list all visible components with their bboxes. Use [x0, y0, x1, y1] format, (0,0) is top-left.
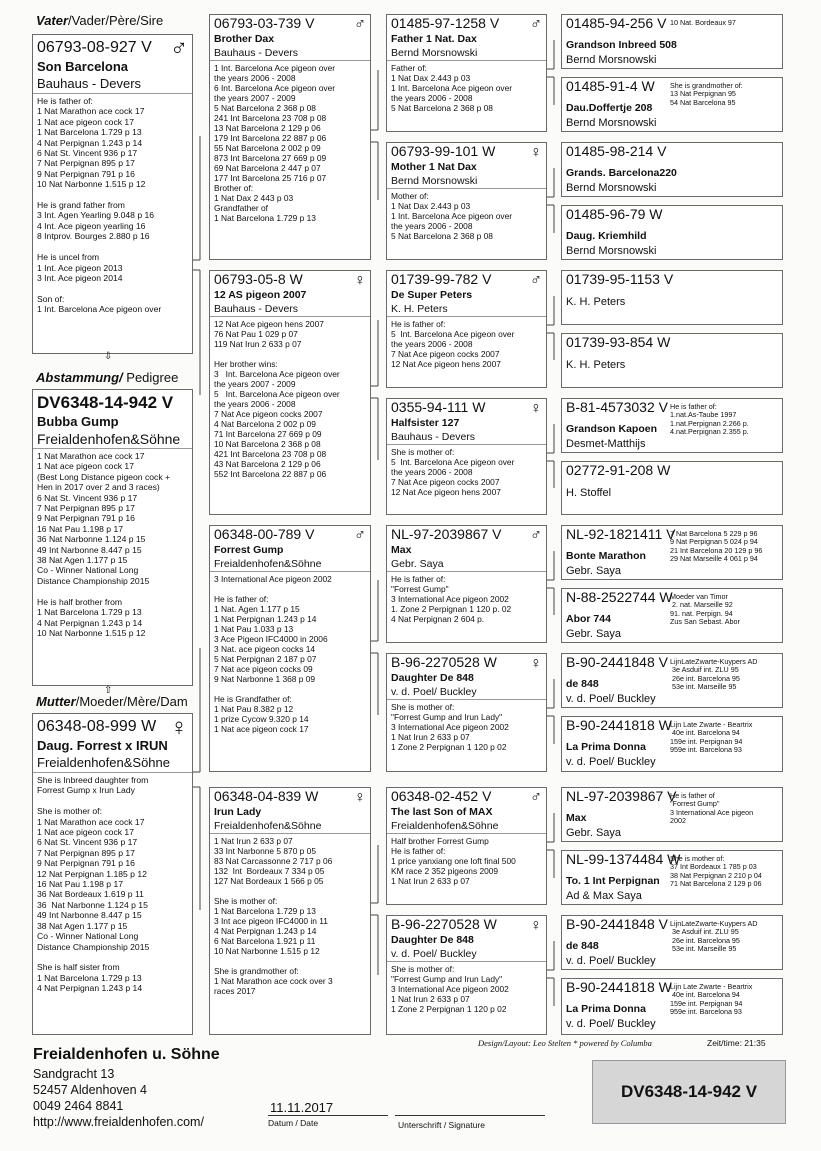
gggp-card-4 — [561, 205, 783, 260]
ggp-card-5 — [386, 525, 547, 643]
gggp-owner: Bernd Morsnowski — [566, 54, 657, 66]
gggp-name: Grandson Kapoen — [566, 423, 658, 435]
ggp-card-6 — [386, 653, 547, 772]
grandparent-owner: Freialdenhofen&Söhne — [210, 819, 370, 834]
gggp-ring-number: B-81-4573032 V — [566, 399, 668, 415]
ggp-ring-number: 01739-99-782 V — [391, 271, 492, 287]
ggp-owner: Bauhaus - Devers — [387, 430, 546, 445]
grandparent-performance: 1 Int. Barcelona Ace pigeon over the years 2006 - 2008 6 Int. Barcelona Ace pigeon over the years 2007 - 2009 5 Nat Barcelona 2 368 p 08 241 Int Barcelona 23 708 p 08 13 Nat Barcelona 2 129 p 06 179 Int Barcelona 22 887 p 06 55 Nat Barcelona 2 002 p 09 873 Int Barcelona 27 669 p 09 69 Nat Barcelona 2 447 p 07 177 Int Barcelona 25 716 p 07 Brother of: 1 Nat Dax 2 443 p 03 Grandfather of 1 Nat Barcelona 1.729 p 13 — [214, 63, 336, 223]
grandparent-owner: Bauhaus - Devers — [210, 46, 370, 61]
gggp-name: Daug. Kriemhild — [566, 230, 647, 242]
grandparent-owner: Freialdenhofen&Söhne — [210, 557, 370, 572]
design-credit: Design/Layout: Leo Stelten * powered by Columba — [478, 1038, 652, 1048]
gggp-card-2 — [561, 77, 783, 132]
ggp-ring-number: 06793-99-101 W — [391, 143, 496, 159]
gggp-ring-number: 02772-91-208 W — [566, 462, 671, 478]
gggp-note: LijnLateZwarte-Kuypers AD 3e Asduif int. ZLU 95 26e int. Barcelona 95 53e int. Marseille 95 — [670, 919, 758, 954]
gggp-card-9 — [561, 525, 783, 580]
ggp-performance: He is father of: "Forrest Gump" 3 International Ace pigeon 2002 1. Zone 2 Perpignan 1 120 p. 02 4 Nat Perpignan 2 604 p. — [391, 574, 512, 624]
ggp-card-7 — [386, 787, 547, 905]
grandparent-name: Irun Lady — [214, 806, 262, 818]
ggp-performance: Half brother Forrest Gump He is father of: 1 price yanxiang one loft final 500 KM race 2 352 pigeons 2009 1 Nat Irun 2 633 p 07 — [391, 836, 516, 886]
female-icon: ♀ — [530, 655, 542, 672]
subject-owner: Freialdenhofen&Söhne — [33, 430, 192, 449]
gggp-name: To. 1 Int Perpignan — [566, 875, 660, 887]
ggp-card-3 — [386, 270, 547, 388]
gggp-name: Abor 744 — [566, 613, 611, 625]
dam-owner: Freialdenhofen&Söhne — [33, 754, 192, 773]
breeder-phone: 0049 2464 8841 — [33, 1099, 124, 1113]
dam-header: Mutter/Moeder/Mère/Dam — [36, 694, 188, 709]
ggp-performance: She is mother of: "Forrest Gump and Irun Lady" 3 International Ace pigeon 2002 1 Nat Irun 2 633 p 07 1 Zone 2 Perpignan 1 120 p 02 — [391, 964, 509, 1014]
gggp-owner: v. d. Poel/ Buckley — [566, 955, 656, 967]
male-icon: ♂ — [354, 527, 366, 544]
ggp-owner: Bernd Morsnowski — [387, 174, 546, 189]
gggp-owner: Gebr. Saya — [566, 628, 622, 640]
gggp-name: Bonte Marathon — [566, 550, 646, 562]
grandparent-name: Forrest Gump — [214, 544, 284, 556]
grandparent-owner: Bauhaus - Devers — [210, 302, 370, 317]
gggp-card-1 — [561, 14, 783, 69]
gggp-card-15 — [561, 915, 783, 970]
gggp-name: La Prima Donna — [566, 1003, 646, 1015]
gggp-card-12 — [561, 716, 783, 772]
male-icon: ♂ — [530, 272, 542, 289]
pedigree-header: Abstammung/ Pedigree — [36, 370, 179, 385]
gggp-note: Lijn Late Zwarte - Beartrix 40e int. Barcelona 94 159e int. Perpignan 94 959e int. Barcelona 93 — [670, 720, 753, 755]
subject-card — [32, 389, 193, 686]
ggp-name: De Super Peters — [391, 289, 473, 301]
sire-performance: He is father of: 1 Nat Marathon ace cock 17 1 Nat ace pigeon cock 17 1 Nat Barcelona 1.729 p 13 4 Nat Perpignan 1.243 p 14 6 Nat St. Vincent 936 p 17 7 Nat Perpignan 895 p 17 9 Nat Perpignan 791 p 16 10 Nat Narbonne 1.515 p 12 He is grand father from 3 Int. Agen Yearling 9.048 p 16 4 Int. Ace pigeon yearling 16 8 Intprov. Bourges 2.880 p 16 He is uncel from 1 Int. Ace pigeon 2013 3 Int. Ace pigeon 2014 Son of: 1 Int. Barcelona Ace pigeon over — [37, 96, 162, 315]
gggp-owner: Bernd Morsnowski — [566, 182, 657, 194]
female-icon: ♀ — [354, 272, 366, 289]
time-label: Zeit/time: 21:35 — [707, 1038, 766, 1048]
gggp-owner: K. H. Peters — [566, 296, 626, 308]
male-icon: ♂ — [170, 35, 188, 62]
ggp-performance: She is mother of: 5 Int. Barcelona Ace pigeon over the years 2006 - 2008 7 Nat Ace pigeon cocks 2007 12 Nat Ace pigeon hens 2007 — [391, 447, 515, 497]
grandparent-performance: 3 International Ace pigeon 2002 He is father of: 1 Nat. Agen 1.177 p 15 1 Nat Perpignan 1.243 p 14 1 Nat Pau 1.033 p 13 3 Ace Pigeon IFC4000 in 2006 3 Nat. ace pigeon cocks 14 5 Nat Perpignan 2 187 p 07 7 Nat ace pigeon cocks 09 9 Nat Narbonne 1 368 p 09 He is Grandfather of: 1 Nat Pau 8.382 p 12 1 prize Cycow 9.320 p 14 1 Nat ace pigeon cock 17 — [214, 574, 332, 734]
sire-header: Vater/Vader/Père/Sire — [36, 13, 164, 28]
gggp-owner: H. Stoffel — [566, 487, 612, 499]
ggp-ring-number: 06348-02-452 V — [391, 788, 492, 804]
gggp-name: Grands. Barcelona220 — [566, 167, 677, 179]
ggp-performance: Mother of: 1 Nat Dax 2.443 p 03 1 Int. Barcelona Ace pigeon over the years 2006 - 2008 5 Nat Barcelona 2 368 p 08 — [391, 191, 513, 241]
ggp-name: Max — [391, 544, 412, 556]
ggp-card-4 — [386, 398, 547, 515]
ggp-name: Daughter De 848 — [391, 672, 474, 684]
sire-card — [32, 34, 193, 354]
gggp-card-3 — [561, 142, 783, 197]
gggp-card-11 — [561, 653, 783, 708]
gggp-card-5 — [561, 270, 783, 325]
ggp-performance: Father of: 1 Nat Dax 2.443 p 03 1 Int. Barcelona Ace pigeon over the years 2006 - 2008 5 Nat Barcelona 2 368 p 08 — [391, 63, 513, 113]
subject-ring-number: DV6348-14-942 V — [37, 393, 174, 412]
female-icon: ♀ — [530, 144, 542, 161]
gggp-ring-number: B-90-2441818 W — [566, 979, 672, 995]
gggp-name: de 848 — [566, 940, 599, 952]
grandparent-performance: 12 Nat Ace pigeon hens 2007 76 Nat Pau 1 029 p 07 119 Nat Irun 2 633 p 07 Her brother wins: 3 Int. Barcelona Ace pigeon over the years 2007 - 2009 5 Int. Barcelona Ace pigeon over the years 2006 - 2008 7 Nat Ace pigeon cocks 2007 4 Nat Barcelona 2 002 p 09 71 Int Barcelona 27 669 p 09 10 Nat Barcelona 2 368 p 08 421 Int Barcelona 23 708 p 08 43 Nat Barcelona 2 129 p 06 552 Int Barcelona 22 887 p 06 — [214, 319, 340, 479]
gggp-owner: Desmet-Matthijs — [566, 438, 646, 450]
gggp-ring-number: 01739-93-854 W — [566, 334, 671, 350]
dam-ring-number: 06348-08-999 W — [37, 718, 157, 735]
breeder-city: 52457 Aldenhoven 4 — [33, 1083, 147, 1097]
ggp-performance: She is mother of: "Forrest Gump and Irun Lady" 3 International Ace pigeon 2002 1 Nat Irun 2 633 p 07 1 Zone 2 Perpignan 1 120 p 02 — [391, 702, 509, 752]
gggp-ring-number: 01485-94-256 V — [566, 15, 667, 31]
ggp-owner: v. d. Poel/ Buckley — [387, 685, 546, 700]
gggp-ring-number: 01485-98-214 V — [566, 143, 667, 159]
gggp-ring-number: 01485-96-79 W — [566, 206, 663, 222]
gggp-name: Max — [566, 812, 587, 824]
signature-label: Unterschrift / Signature — [398, 1120, 485, 1130]
female-icon: ♀ — [530, 400, 542, 417]
sire-ring-number: 06793-08-927 V — [37, 39, 152, 56]
ggp-name: Halfsister 127 — [391, 417, 460, 429]
gggp-note: She is mother of: 37 Int Bordeaux 1 785 p 03 38 Nat Perpignan 2 210 p 04 71 Nat Barcelona 2 129 p 06 — [670, 854, 762, 889]
grandparent-ring-number: 06348-00-789 V — [214, 526, 315, 542]
ggp-owner: Gebr. Saya — [387, 557, 546, 572]
ggp-name: The last Son of MAX — [391, 806, 493, 818]
breeder-street: Sandgracht 13 — [33, 1067, 115, 1081]
male-icon: ♂ — [354, 16, 366, 33]
ggp-ring-number: 01485-97-1258 V — [391, 15, 500, 31]
arrow-down-icon: ⇩ — [104, 351, 113, 362]
signature-line — [395, 1115, 545, 1116]
gggp-ring-number: 01485-91-4 W — [566, 78, 655, 94]
grandparent-name: 12 AS pigeon 2007 — [214, 289, 307, 301]
gggp-owner: Bernd Morsnowski — [566, 117, 657, 129]
gggp-card-13 — [561, 787, 783, 842]
female-icon: ♀ — [530, 917, 542, 934]
grandparent-ring-number: 06793-05-8 W — [214, 271, 303, 287]
ggp-ring-number: 0355-94-111 W — [391, 399, 486, 415]
gggp-note: Moeder van Timor 2. nat. Marseille 92 91. nat. Perpign. 94 Zus San Sebast. Abor — [670, 592, 740, 627]
gggp-owner: Bernd Morsnowski — [566, 245, 657, 257]
female-icon: ♀ — [354, 789, 366, 806]
gggp-owner: K. H. Peters — [566, 359, 626, 371]
gggp-ring-number: B-90-2441818 W — [566, 717, 672, 733]
female-icon: ♀ — [170, 714, 188, 741]
granddam-maternal-card — [209, 787, 371, 1035]
gggp-ring-number: B-90-2441848 V — [566, 916, 668, 932]
ggp-owner: Freialdenhofen&Söhne — [387, 819, 546, 834]
ggp-owner: Bernd Morsnowski — [387, 46, 546, 61]
ggp-card-1 — [386, 14, 547, 132]
gggp-ring-number: B-90-2441848 V — [566, 654, 668, 670]
grandsire-paternal-card — [209, 14, 371, 260]
ring-number-stamp: DV6348-14-942 V — [592, 1060, 786, 1124]
ggp-name: Mother 1 Nat Dax — [391, 161, 477, 173]
ggp-ring-number: NL-97-2039867 V — [391, 526, 502, 542]
gggp-note: 7 Nat Barcelona 5 229 p 96 9 Nat Perpignan 5 024 p 94 21 Int Barcelona 20 129 p 96 29 Nat Marseille 4 061 p 94 — [670, 529, 763, 564]
subject-performance: 1 Nat Marathon ace cock 17 1 Nat ace pigeon cock 17 (Best Long Distance pigeon cock + Hen in 2017 over 2 and 3 races) 6 Nat St. Vincent 936 p 17 7 Nat Perpignan 895 p 17 9 Nat Perpignan 791 p 16 16 Nat Pau 1.198 p 17 36 Nat Narbonne 1.124 p 15 49 Int Narbonne 8.447 p 15 38 Nat Agen 1.177 p 15 Co - Winner National Long Distance Championship 2015 He is half brother from 1 Nat Barcelona 1.729 p 13 4 Nat Perpignan 1.243 p 14 10 Nat Narbonne 1.515 p 12 — [37, 451, 171, 638]
breeder-name: Freialdenhofen u. Söhne — [33, 1046, 220, 1063]
ggp-owner: K. H. Peters — [387, 302, 546, 317]
grandparent-performance: 1 Nat Irun 2 633 p 07 33 Int Narbonne 5 870 p 05 83 Nat Carcassonne 2 717 p 06 132 Int Bordeaux 7 334 p 05 127 Nat Bordeaux 1 566 p 05 She is mother of: 1 Nat Barcelona 1.729 p 13 3 Int ace pigeon IFC4000 in 11 4 Nat Perpignan 1.243 p 14 6 Nat Barcelona 1.921 p 11 10 Nat Narbonne 1.515 p 12 She is grandmother of: 1 Nat Marathon ace cock over 3 races 2017 — [214, 836, 333, 996]
gggp-ring-number: N-88-2522744 W — [566, 589, 673, 605]
ggp-card-2 — [386, 142, 547, 260]
male-icon: ♂ — [530, 527, 542, 544]
grandparent-name: Brother Dax — [214, 33, 275, 45]
gggp-owner: Gebr. Saya — [566, 565, 622, 577]
gggp-name: Dau.Doffertje 208 — [566, 102, 653, 114]
gggp-card-16 — [561, 978, 783, 1035]
gggp-ring-number: NL-97-2039867 V — [566, 788, 677, 804]
breeder-website-link[interactable]: http://www.freialdenhofen.com/ — [33, 1115, 204, 1129]
gggp-name: Grandson Inbreed 508 — [566, 39, 677, 51]
grandsire-maternal-card — [209, 525, 371, 772]
gggp-owner: v. d. Poel/ Buckley — [566, 756, 656, 768]
gggp-owner: Ad & Max Saya — [566, 890, 642, 902]
gggp-ring-number: 01739-95-1153 V — [566, 271, 674, 287]
grandparent-ring-number: 06348-04-839 W — [214, 788, 319, 804]
subject-name: Bubba Gump — [37, 414, 119, 429]
date-value: 11.11.2017 — [270, 1100, 334, 1115]
dam-performance: She is Inbreed daughter from Forrest Gump x Irun Lady She is mother of: 1 Nat Marathon ace cock 17 1 Nat ace pigeon cock 17 6 Nat St. Vincent 936 p 17 7 Nat Perpignan 895 p 17 9 Nat Perpignan 791 p 16 12 Nat Perpignan 1.185 p 12 16 Nat Pau 1.198 p 17 36 Nat Bordeaux 1.619 p 11 36 Nat Narbonne 1.124 p 15 49 Int Narbonne 8.447 p 15 38 Nat Agen 1.177 p 15 Co - Winner National Long Distance Championship 2015 She is half sister from 1 Nat Barcelona 1.729 p 13 4 Nat Perpignan 1.243 p 14 — [37, 775, 150, 994]
gggp-note: Lijn Late Zwarte - Beartrix 40e int. Barcelona 94 159e int. Perpignan 94 959e int. Barcelona 93 — [670, 982, 753, 1017]
gggp-card-7 — [561, 398, 783, 453]
gggp-note: 10 Nat. Bordeaux 97 — [670, 18, 736, 27]
gggp-owner: v. d. Poel/ Buckley — [566, 693, 656, 705]
gggp-card-14 — [561, 850, 783, 905]
grandparent-ring-number: 06793-03-739 V — [214, 15, 315, 31]
ggp-name: Father 1 Nat. Dax — [391, 33, 477, 45]
gggp-owner: Gebr. Saya — [566, 827, 622, 839]
male-icon: ♂ — [530, 16, 542, 33]
ggp-ring-number: B-96-2270528 W — [391, 916, 497, 932]
ggp-owner: v. d. Poel/ Buckley — [387, 947, 546, 962]
gggp-note: He is father of "Forrest Gump" 3 International Ace pigeon 2002 — [670, 791, 754, 826]
gggp-card-10 — [561, 588, 783, 643]
gggp-note: She is grandmother of: 13 Nat Perpignan 95 54 Nat Barcelona 95 — [670, 81, 743, 107]
gggp-owner: v. d. Poel/ Buckley — [566, 1018, 656, 1030]
gggp-ring-number: NL-92-1821411 V — [566, 526, 676, 542]
gggp-ring-number: NL-99-1374484 W — [566, 851, 681, 867]
breeder-address — [33, 1066, 204, 1130]
male-icon: ♂ — [530, 789, 542, 806]
dam-name: Daug. Forrest x IRUN — [37, 738, 168, 753]
ggp-ring-number: B-96-2270528 W — [391, 654, 497, 670]
arrow-up-icon: ⇧ — [104, 685, 113, 696]
sire-name: Son Barcelona — [37, 59, 129, 74]
gggp-note: LijnLateZwarte-Kuypers AD 3e Asduif int. ZLU 95 26e int. Barcelona 95 53e int. Marseille 95 — [670, 657, 758, 692]
sire-owner: Bauhaus - Devers — [33, 75, 192, 94]
gggp-card-6 — [561, 333, 783, 388]
dam-card — [32, 713, 193, 1035]
ggp-performance: He is father of: 5 Int. Barcelona Ace pigeon over the years 2006 - 2008 7 Nat Ace pigeon cocks 2007 12 Nat Ace pigeon hens 2007 — [391, 319, 515, 369]
gggp-name: La Prima Donna — [566, 741, 646, 753]
date-line — [268, 1115, 388, 1116]
gggp-name: de 848 — [566, 678, 599, 690]
granddam-paternal-card — [209, 270, 371, 515]
ggp-card-8 — [386, 915, 547, 1035]
ggp-name: Daughter De 848 — [391, 934, 474, 946]
gggp-card-8 — [561, 461, 783, 515]
date-label: Datum / Date — [268, 1118, 319, 1128]
gggp-note: He is father of: 1.nat.As-Taube 1997 1.nat.Perpignan 2.266 p. 4.nat.Perpignan 2.355 p. — [670, 402, 749, 437]
